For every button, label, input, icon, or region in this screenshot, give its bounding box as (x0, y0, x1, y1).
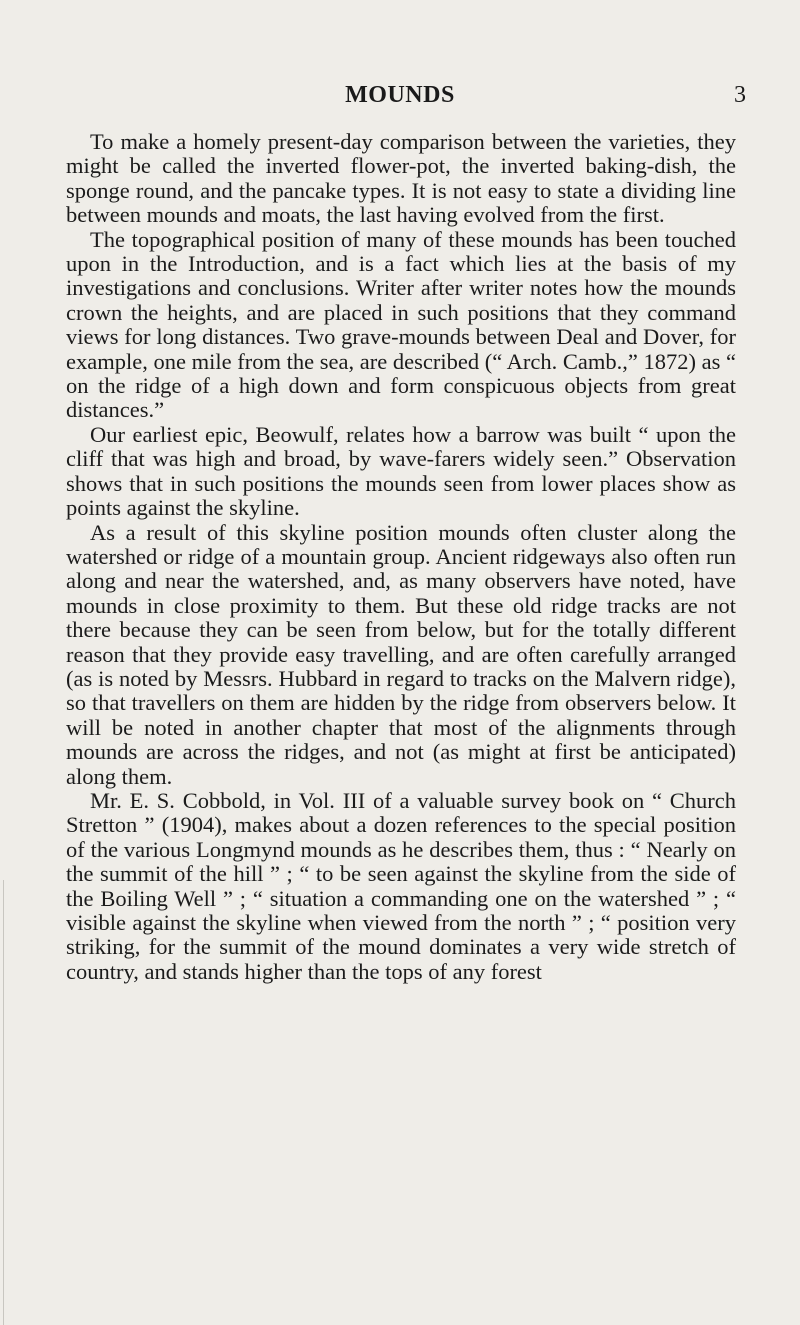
body-text (66, 130, 736, 984)
page-number: 3 (734, 82, 746, 108)
page-header (0, 82, 800, 122)
page-edge-line (3, 880, 4, 1325)
paragraph: Our earliest epic, Beowulf, relates how a barrow was built “ upon the cliff that was high and broad, by wave-farers widely seen.” Observation shows that in such positions the mounds seen from lower places show as points against the skyline. (66, 421, 736, 521)
paragraph: To make a homely present-day comparison between the varieties, they might be called the inverted flower-pot, the inverted baking-dish, the sponge round, and the pancake types. It is not easy to state a dividing line between mounds and moats, the last having evolved from the first. (66, 129, 736, 228)
paragraph: Mr. E. S. Cobbold, in Vol. III of a valuable survey book on “ Church Stretton ” (1904), makes about a dozen references to the special position of the various Longmynd mounds as he describes them, thus : “ Nearly on the summit of the hill ” ; “ to be seen against the skyline from the side of the Boiling Well ” ; “ situation a commanding one on the watershed ” ; “ visible against the skyline when viewed from the north ” ; “ position very striking, for the summit of the mound dominates a very wide stretch of country, and stands higher than the tops of any forest (66, 787, 736, 984)
paragraph: As a result of this skyline position mounds often cluster along the watershed or ridge of a mountain group. Ancient ridgeways also often run along and near the watershed, and, as many observers have noted, have mounds in close proximity to them. But these old ridge tracks are not there because they can be seen from below, but for the totally different reason that they provide easy travelling, and are often carefully arranged (as is noted by Messrs. Hubbard in regard to tracks on the Malvern ridge), so that travellers on them are hidden by the ridge from observers below. It will be noted in another chapter that most of the alignments through mounds are across the ridges, and not (as might at first be anticipated) along them. (66, 519, 736, 789)
paragraph: The topographical position of many of these mounds has been touched upon in the Introduction, and is a fact which lies at the basis of my investigations and conclusions. Writer after writer notes how the mounds crown the heights, and are placed in such positions that they command views for long distances. Two grave-mounds between Deal and Dover, for example, one mile from the sea, are described (“ Arch. Camb.,” 1872) as “ on the ridge of a high down and form conspicuous objects from great distances.” (66, 226, 736, 423)
running-title: MOUNDS (345, 82, 455, 108)
